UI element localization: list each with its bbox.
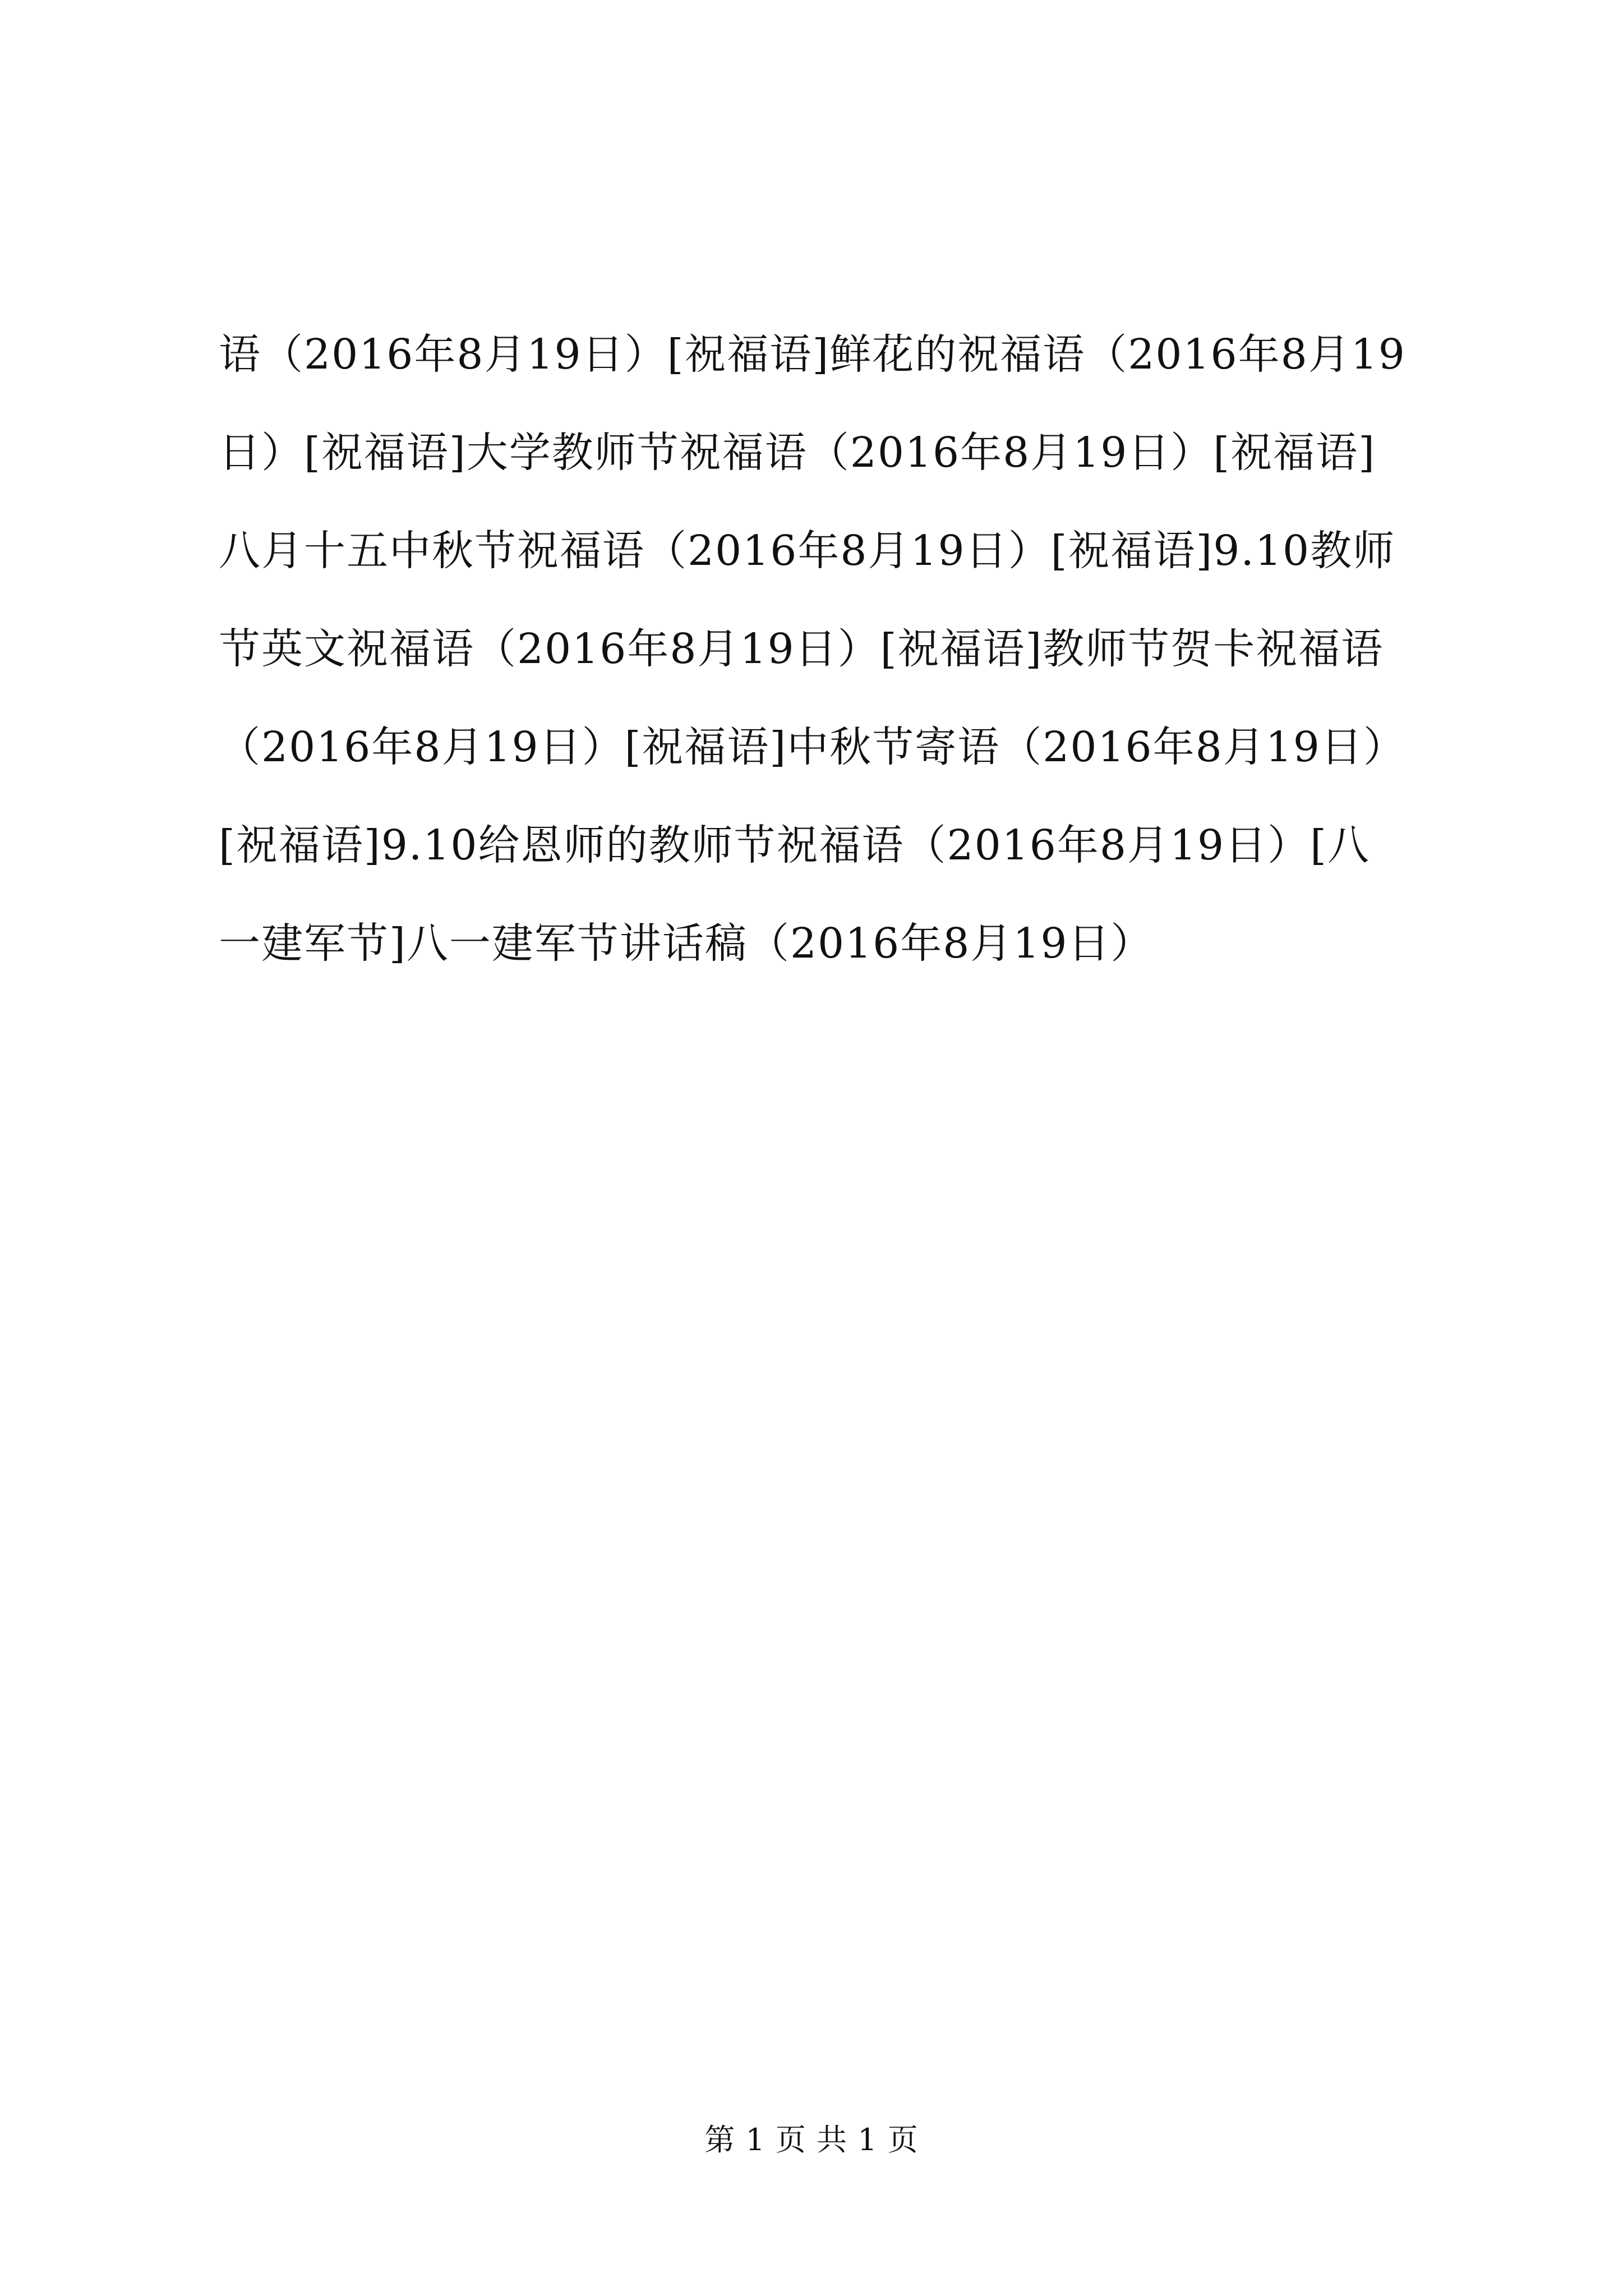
body-line-4: 节英文祝福语（2016年8月19日）[祝福语]教师节贺卡祝福语	[219, 625, 1384, 673]
body-line-7: 一建军节]八一建军节讲话稿（2016年8月19日）	[219, 919, 1154, 968]
body-line-6: [祝福语]9.10给恩师的教师节祝福语（2016年8月19日）[八	[219, 821, 1370, 869]
body-line-2: 日）[祝福语]大学教师节祝福语（2016年8月19日）[祝福语]	[219, 429, 1376, 477]
document-body	[219, 306, 1436, 993]
page-footer: 第 1 页 共 1 页	[704, 2122, 919, 2157]
body-line-3: 八月十五中秋节祝福语（2016年8月19日）[祝福语]9.10教师	[219, 527, 1396, 575]
body-line-5: （2016年8月19日）[祝福语]中秋节寄语（2016年8月19日）	[219, 723, 1406, 771]
body-line-1: 语（2016年8月19日）[祝福语]鲜花的祝福语（2016年8月19	[219, 330, 1406, 379]
